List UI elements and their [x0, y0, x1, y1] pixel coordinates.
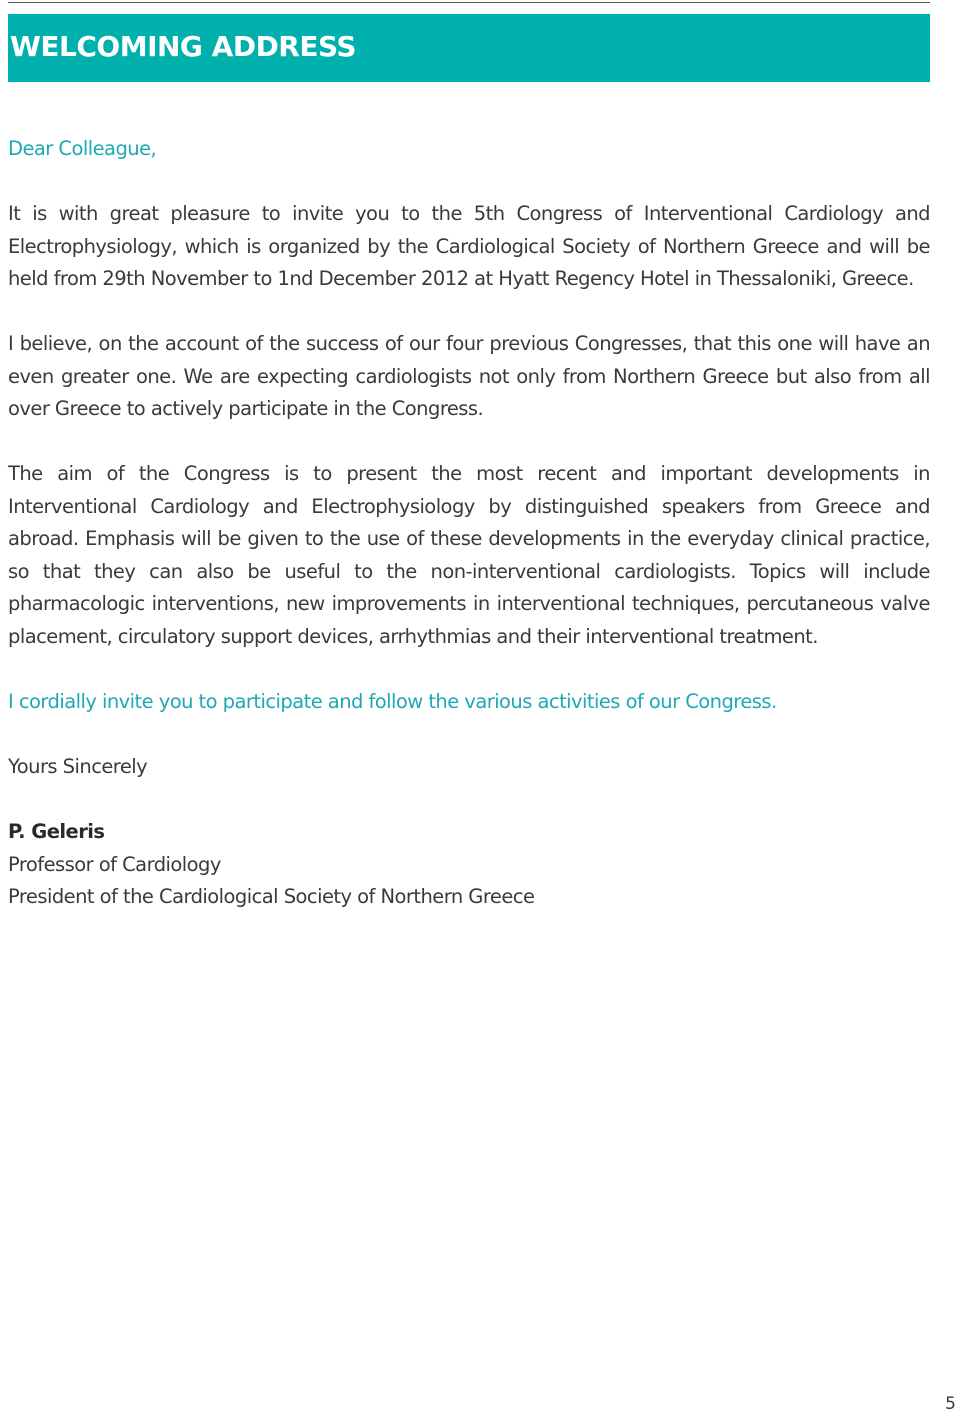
signature-block — [8, 816, 930, 914]
page-number: 5 — [945, 1394, 956, 1414]
letter-greeting: Dear Colleague, — [8, 137, 157, 160]
top-rule — [8, 2, 930, 3]
signature-role: President of the Cardiological Society of Northern Greece — [8, 885, 535, 909]
letter-closing: Yours Sincerely — [8, 755, 148, 778]
letter-paragraph-1: It is with great pleasure to invite you to the 5th Congress of Interventional Cardiology and Electrophysiology, which is organized by the Cardiological Society of Northern Greece and will be held from 29th November to 1nd December 2012 at Hyatt Regency Hotel in Thessaloniki, Greece. — [8, 202, 930, 291]
letter-invitation: I cordially invite you to participate and follow the various activities of our Congress. — [8, 690, 777, 713]
signature-title: Professor of Cardiology — [8, 852, 221, 876]
signature-name: P. Geleris — [8, 820, 105, 843]
letter-paragraph-3: The aim of the Congress is to present the most recent and important developments in Interventional Cardiology and Electrophysiology by distinguished speakers from Greece and abroad. Emphasis will be given to the use of these developments in the everyday clinical practice, so that they can also be useful to the non-interventional cardiologists. Topics will include pharmacologic interventions, new improvements in interventional techniques, percutaneous valve placement, circulatory support devices, arrhythmias and their interventional treatment. — [8, 462, 930, 648]
letter-paragraph-2: I believe, on the account of the success of our four previous Congresses, that this one will have an even greater one. We are expecting cardiologists not only from Northern Greece but also from all over Greece to actively participate in the Congress. — [8, 332, 930, 421]
page-title: WELCOMING ADDRESS — [10, 30, 357, 63]
header-band — [8, 14, 930, 82]
